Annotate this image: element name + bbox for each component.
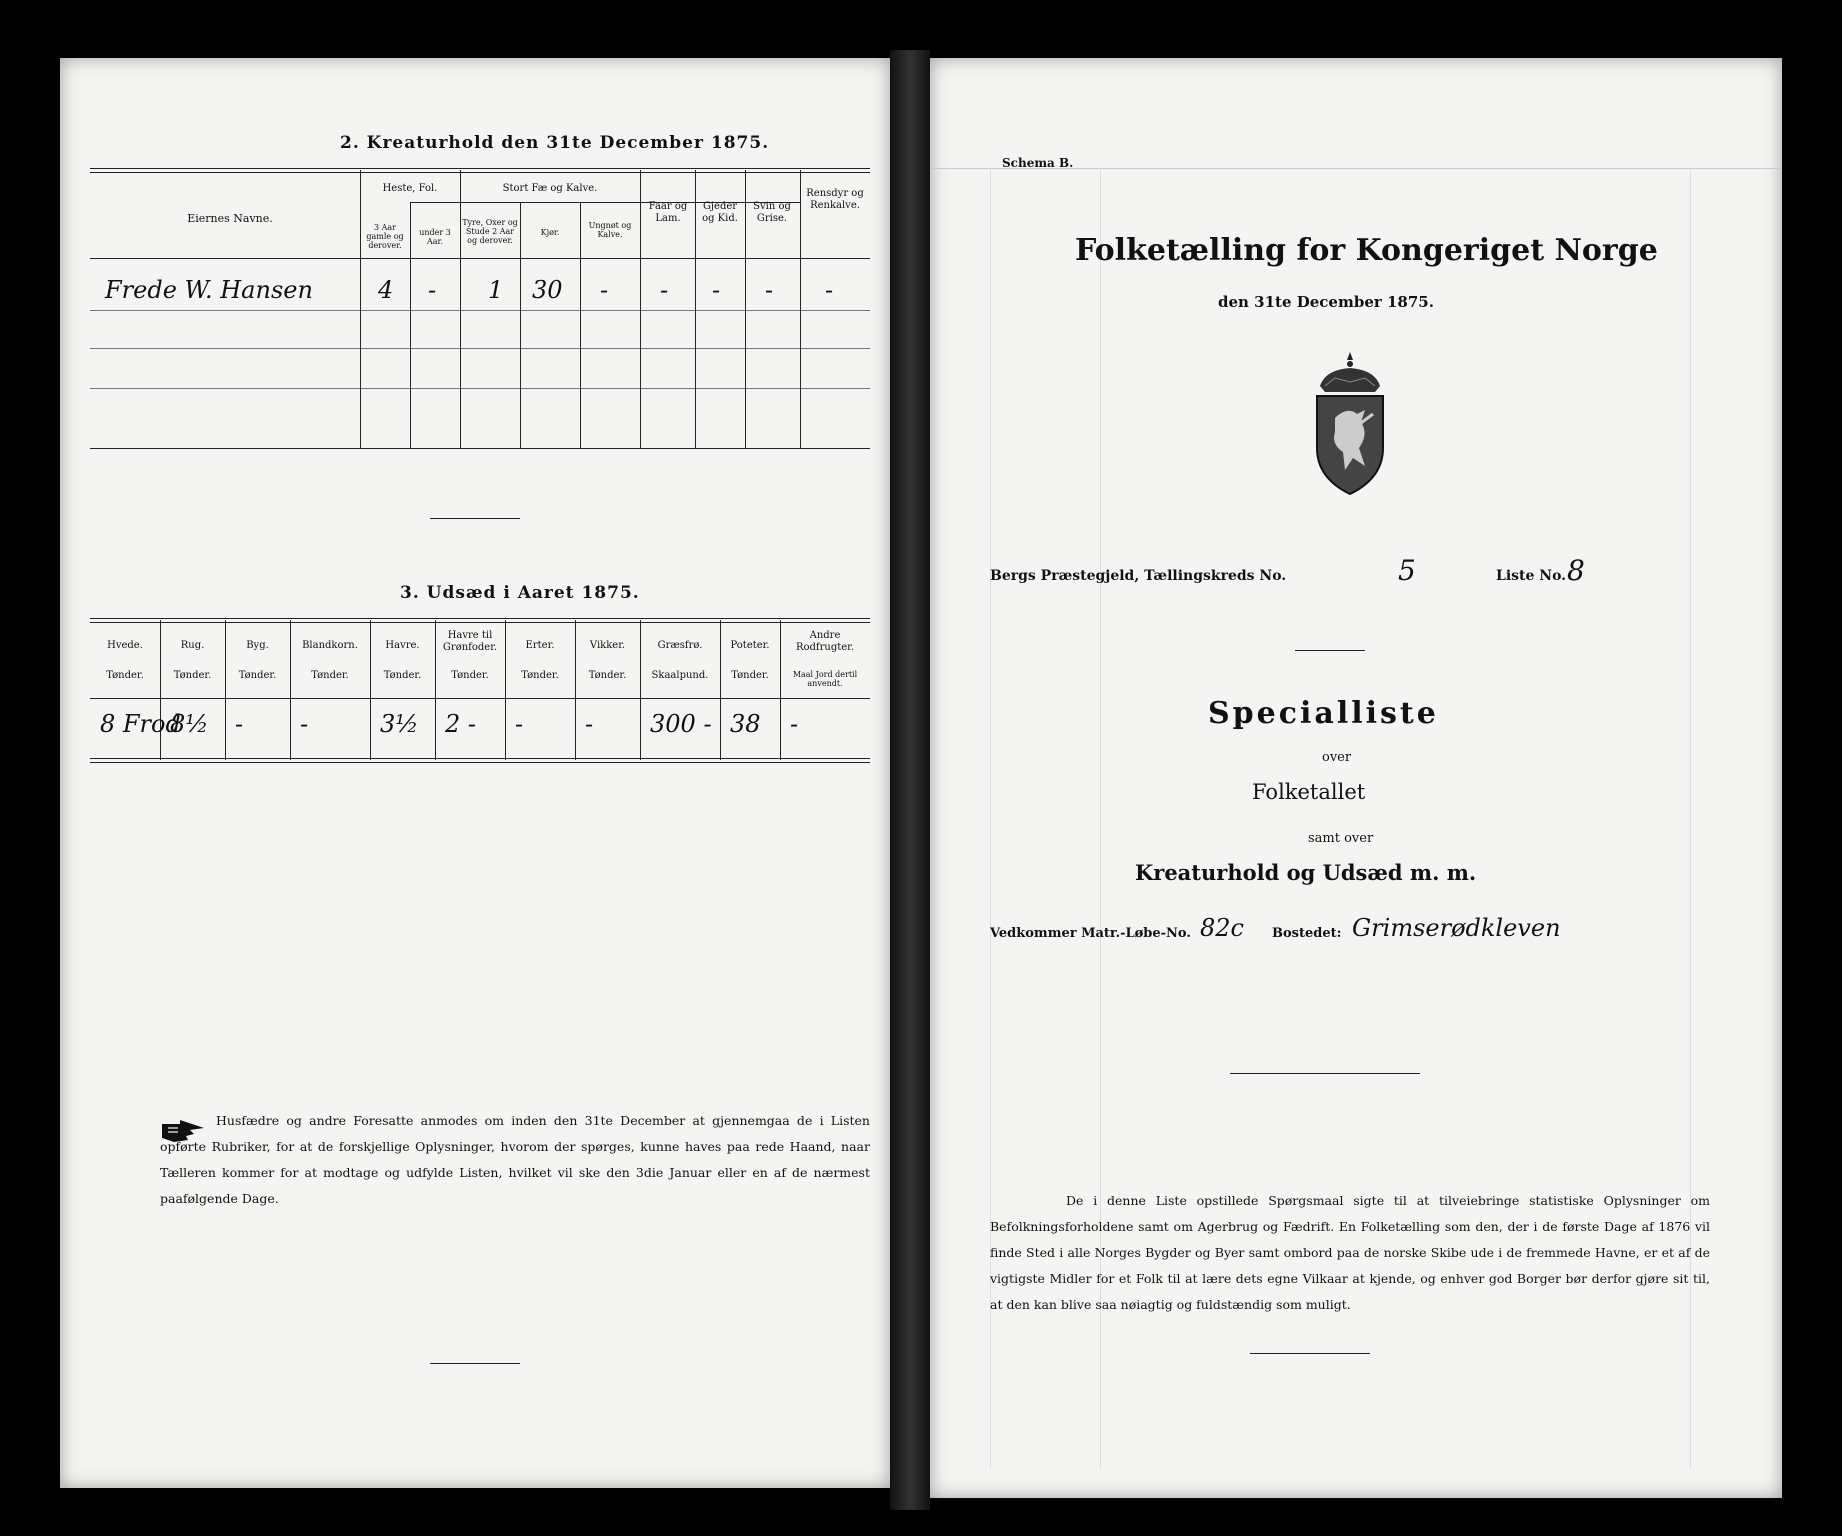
seed-col-header: Rug. [180, 640, 205, 651]
seed-value: - [515, 710, 524, 738]
right-page [930, 58, 1782, 1498]
matr-label: Vedkommer Matr.-Løbe-No. [990, 926, 1191, 941]
kreaturhold-label: Kreaturhold og Udsæd m. m. [1135, 860, 1477, 885]
reindeer-value: - [825, 276, 834, 304]
bosted-label: Bostedet: [1272, 926, 1342, 941]
pigs-header: Svin og Grise. [753, 201, 791, 224]
seed-value: 300 - [650, 710, 712, 738]
left-page [60, 58, 890, 1488]
seed-col-unit: Tønder. [311, 670, 349, 681]
sheep-header: Faar og Lam. [648, 201, 688, 224]
book-spine [890, 50, 930, 1510]
specialliste-title: Specialliste [1208, 696, 1439, 731]
goats-header: Gjeder og Kid. [702, 201, 738, 224]
seed-col-unit: Skaalpund. [651, 670, 709, 681]
seed-value: - [585, 710, 594, 738]
sheep-value: - [660, 276, 669, 304]
cows-value: 30 [532, 276, 563, 304]
form-subtitle: den 31te December 1875. [1218, 293, 1434, 311]
young-value: - [600, 276, 609, 304]
owner-header: Eiernes Navne. [187, 212, 273, 225]
cattle-bulls-header: Tyre, Oxer og Stude 2 Aar og derover. [462, 218, 518, 245]
seed-col-unit: Tønder. [383, 670, 422, 681]
seed-col-unit: Tønder. [588, 670, 627, 681]
horses-header: Heste, Fol. [382, 183, 438, 194]
seed-value: 8½ [170, 710, 209, 738]
seed-value: - [300, 710, 309, 738]
goats-value: - [712, 276, 721, 304]
section3-title: 3. Udsæd i Aaret 1875. [400, 583, 640, 603]
seed-value: 8 Frod [100, 710, 181, 738]
bottom-divider [430, 1363, 520, 1364]
bulls-value: 1 [488, 276, 504, 304]
schema-label: Schema B. [1002, 156, 1074, 170]
parish-label: Bergs Præstegjeld, Tællingskreds No. [990, 568, 1287, 584]
horses-over3-value: 4 [378, 276, 394, 304]
seed-col-unit: Tønder. [238, 670, 277, 681]
horses-over3-header: 3 Aar gamle og derover. [366, 223, 404, 250]
seed-col-unit: Tønder. [451, 670, 489, 681]
folketallet-label: Folketallet [1252, 780, 1366, 804]
seed-col-unit: Tønder. [173, 670, 212, 681]
section2-title: 2. Kreaturhold den 31te December 1875. [340, 133, 770, 153]
seed-col-header: Hvede. [107, 640, 143, 651]
seed-col-unit: Maal Jord dertil anvendt. [792, 670, 858, 688]
cattle-young-header: Ungnøt og Kalve. [588, 221, 632, 239]
intro-paragraph: De i denne Liste opstillede Spørgsmaal sigte til at tilveiebringe statistiske Oplysninger om Befolkningsforholdene samt om Agerbrug og Fædrift. En Folketælling som den, der i de første Dage af 1876 vil finde Sted i alle Norges Bygder og Byer samt ombord paa de norske Skibe ude i de fremmede Havne, er et af de vigtigste Midler for et Folk til at lære dets egne Vilkaar at kjende, og enhver god Borger bør derfor gjøre sit til, at den kan blive saa nøiagtig og fuldstændig som muligt. [990, 1193, 1710, 1312]
cattle-header: Stort Fæ og Kalve. [502, 183, 598, 194]
norwegian-coat-of-arms-icon [1295, 348, 1405, 498]
divider [1230, 1073, 1420, 1074]
seed-col-header: Vikker. [589, 640, 626, 651]
matr-number: 82c [1200, 914, 1244, 942]
seed-col-header: Havre. [385, 640, 420, 651]
seed-col-unit: Tønder. [521, 670, 559, 681]
seed-value: - [790, 710, 799, 738]
divider [430, 518, 520, 519]
seed-col-header: Byg. [246, 640, 269, 651]
divider [1295, 650, 1365, 651]
cattle-cows-header: Kjør. [540, 228, 560, 237]
seed-value: 2 - [445, 710, 477, 738]
seed-value: 38 [730, 710, 761, 738]
over-label: over [1322, 750, 1352, 765]
seed-value: - [235, 710, 244, 738]
notice-paragraph: Husfædre og andre Foresatte anmodes om inden den 31te December at gjennemgaa de i Listen opførte Rubriker, for at de forskjellige Oplysninger, hvorom der spørges, kunne haves paa rede Haand, naar Tælleren kommer for at modtage og udfylde Listen, hvilket vil ske den 3die Januar eller en af de nærmest paafølgende Dage. [160, 1113, 870, 1206]
list-label: Liste No. [1496, 568, 1567, 584]
reindeer-header: Rensdyr og Renkalve. [806, 188, 864, 211]
owner-name: Frede W. Hansen [105, 276, 313, 304]
bottom-divider [1250, 1353, 1370, 1354]
horses-under3-value: - [428, 276, 437, 304]
seed-col-header: Græsfrø. [657, 640, 703, 651]
samt-over-label: samt over [1308, 831, 1374, 846]
pigs-value: - [765, 276, 774, 304]
seed-col-unit: Tønder. [106, 670, 144, 681]
seed-col-header: Havre til Grønfoder. [442, 630, 498, 653]
seed-col-header: Blandkorn. [302, 640, 358, 651]
bosted-value: Grimserødkleven [1352, 914, 1561, 942]
list-number: 8 [1567, 554, 1585, 587]
seed-col-header: Andre Rodfrugter. [795, 630, 855, 653]
seed-col-unit: Tønder. [731, 670, 769, 681]
seed-col-header: Erter. [525, 640, 555, 651]
seed-value: 3½ [380, 710, 419, 738]
form-title: Folketælling for Kongeriget Norge [1075, 233, 1658, 268]
district-number: 5 [1398, 554, 1416, 587]
seed-col-header: Poteter. [730, 640, 770, 651]
horses-under3-header: under 3 Aar. [419, 228, 451, 246]
